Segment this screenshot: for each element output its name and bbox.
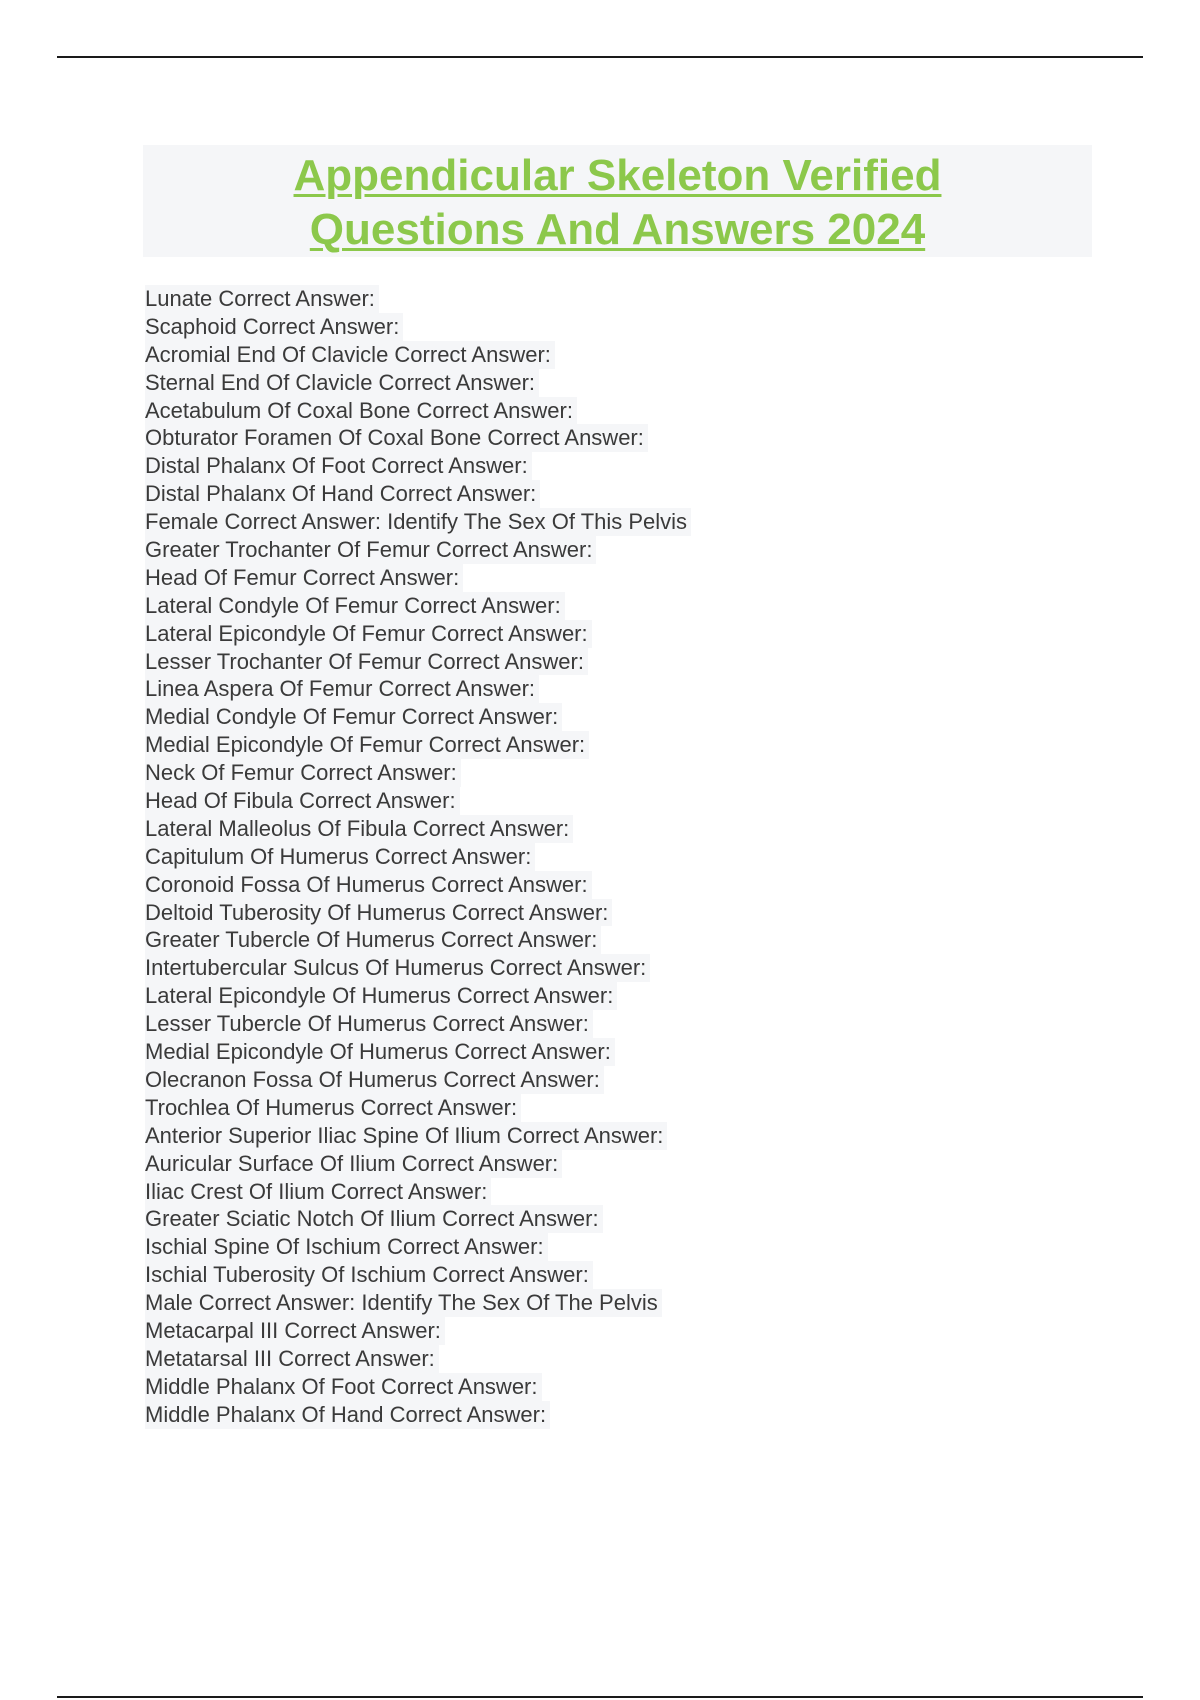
document-title: [143, 145, 1092, 257]
list-item: Lunate Correct Answer:: [145, 285, 379, 313]
list-item: Neck Of Femur Correct Answer:: [145, 759, 461, 787]
list-item: Female Correct Answer: Identify The Sex Of This Pelvis: [145, 508, 691, 536]
list-item: Anterior Superior Iliac Spine Of Ilium Correct Answer:: [145, 1122, 667, 1150]
list-item: Olecranon Fossa Of Humerus Correct Answer:: [145, 1066, 604, 1094]
list-item: Medial Epicondyle Of Humerus Correct Answer:: [145, 1038, 615, 1066]
list-item: Lateral Malleolus Of Fibula Correct Answer:: [145, 815, 573, 843]
list-item: Lesser Trochanter Of Femur Correct Answer:: [145, 648, 588, 676]
list-item: Linea Aspera Of Femur Correct Answer:: [145, 675, 539, 703]
list-item: Ischial Tuberosity Of Ischium Correct Answer:: [145, 1261, 593, 1289]
footer-rule: [57, 1696, 1143, 1698]
list-item: Iliac Crest Of Ilium Correct Answer:: [145, 1178, 491, 1206]
list-item: Trochlea Of Humerus Correct Answer:: [145, 1094, 521, 1122]
list-item: Middle Phalanx Of Hand Correct Answer:: [145, 1401, 550, 1429]
list-item: Greater Sciatic Notch Of Ilium Correct Answer:: [145, 1205, 603, 1233]
list-item: Medial Condyle Of Femur Correct Answer:: [145, 703, 562, 731]
list-item: Sternal End Of Clavicle Correct Answer:: [145, 369, 539, 397]
list-item: Acromial End Of Clavicle Correct Answer:: [145, 341, 555, 369]
title-text-1: Appendicular Skeleton Verified: [293, 151, 942, 200]
list-item: Greater Tubercle Of Humerus Correct Answer:: [145, 926, 601, 954]
list-item: Greater Trochanter Of Femur Correct Answer:: [145, 536, 596, 564]
list-item: Metatarsal III Correct Answer:: [145, 1345, 439, 1373]
list-item: Auricular Surface Of Ilium Correct Answer:: [145, 1150, 562, 1178]
list-item: Coronoid Fossa Of Humerus Correct Answer:: [145, 871, 592, 899]
list-item: Metacarpal III Correct Answer:: [145, 1317, 445, 1345]
list-item: Ischial Spine Of Ischium Correct Answer:: [145, 1233, 548, 1261]
list-item: Lateral Condyle Of Femur Correct Answer:: [145, 592, 565, 620]
list-item: Lesser Tubercle Of Humerus Correct Answer:: [145, 1010, 593, 1038]
list-item: Male Correct Answer: Identify The Sex Of The Pelvis: [145, 1289, 662, 1317]
list-item: Middle Phalanx Of Foot Correct Answer:: [145, 1373, 542, 1401]
list-item: Distal Phalanx Of Foot Correct Answer:: [145, 452, 532, 480]
header-rule: [57, 56, 1143, 58]
list-item: Distal Phalanx Of Hand Correct Answer:: [145, 480, 540, 508]
list-item: Obturator Foramen Of Coxal Bone Correct Answer:: [145, 424, 648, 452]
list-item: Medial Epicondyle Of Femur Correct Answer:: [145, 731, 589, 759]
title-text-2: Questions And Answers 2024: [309, 205, 926, 254]
title-line-1: [143, 149, 1092, 203]
list-item: Head Of Fibula Correct Answer:: [145, 787, 460, 815]
list-item: Lateral Epicondyle Of Humerus Correct Answer:: [145, 982, 617, 1010]
list-item: Scaphoid Correct Answer:: [145, 313, 403, 341]
list-item: Deltoid Tuberosity Of Humerus Correct Answer:: [145, 899, 612, 927]
list-item: Lateral Epicondyle Of Femur Correct Answer:: [145, 620, 592, 648]
list-item: Head Of Femur Correct Answer:: [145, 564, 463, 592]
list-item: Intertubercular Sulcus Of Humerus Correct Answer:: [145, 954, 650, 982]
question-list: [145, 285, 691, 1429]
list-item: Capitulum Of Humerus Correct Answer:: [145, 843, 535, 871]
title-line-2: [143, 203, 1092, 257]
list-item: Acetabulum Of Coxal Bone Correct Answer:: [145, 397, 577, 425]
